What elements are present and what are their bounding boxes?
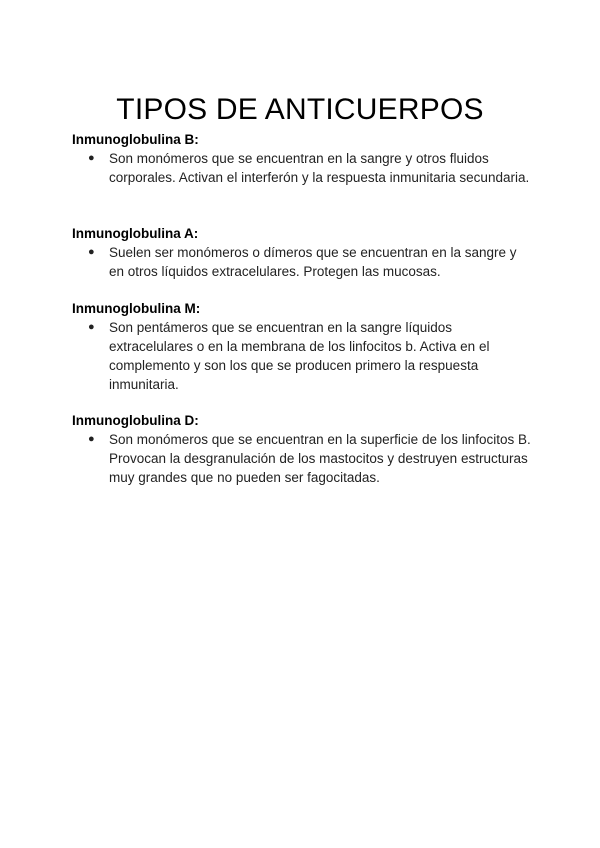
bullet-icon: ● xyxy=(88,246,95,258)
bullet-list xyxy=(72,318,532,394)
list-item xyxy=(72,243,532,281)
section-immunoglobulin-b xyxy=(72,130,532,187)
bullet-icon: ● xyxy=(88,321,95,333)
list-item-text: Suelen ser monómeros o dímeros que se encuentran en la sangre y en otros líquidos extracelulares. Protegen las mucosas. xyxy=(109,245,517,279)
list-item-text: Son monómeros que se encuentran en la sangre y otros fluidos corporales. Activan el interferón y la respuesta inmunitaria secundaria. xyxy=(109,151,530,185)
bullet-list xyxy=(72,430,532,487)
list-item xyxy=(72,430,532,487)
list-item xyxy=(72,318,532,394)
list-item-text: Son monómeros que se encuentran en la superficie de los linfocitos B. Provocan la desgranulación de los mastocitos y destruyen estructuras muy grandes que no pueden ser fagocitadas. xyxy=(109,432,531,485)
section-immunoglobulin-m xyxy=(72,299,532,394)
list-item-text: Son pentámeros que se encuentran en la sangre líquidos extracelulares o en la membrana de los linfocitos b. Activa en el complemento y son los que se producen primero la respuesta inmunitaria. xyxy=(109,320,490,392)
section-immunoglobulin-a xyxy=(72,224,532,281)
section-immunoglobulin-d xyxy=(72,411,532,487)
bullet-icon: ● xyxy=(88,152,95,164)
list-item xyxy=(72,149,532,187)
bullet-icon: ● xyxy=(88,433,95,445)
bullet-list xyxy=(72,243,532,281)
bullet-list xyxy=(72,149,532,187)
section-heading: Inmunoglobulina M: xyxy=(72,301,201,316)
section-heading: Inmunoglobulina A: xyxy=(72,226,199,241)
page-title: TIPOS DE ANTICUERPOS xyxy=(116,93,484,127)
section-heading: Inmunoglobulina B: xyxy=(72,132,199,147)
section-heading: Inmunoglobulina D: xyxy=(72,413,199,428)
